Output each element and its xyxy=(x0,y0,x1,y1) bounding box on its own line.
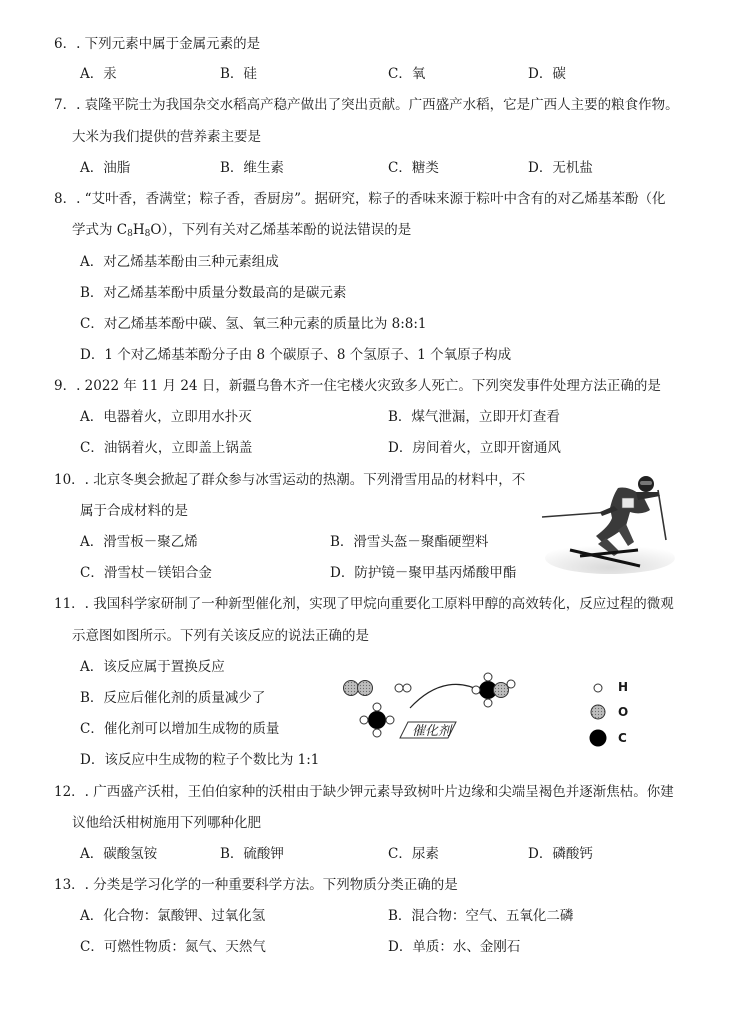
q11-option-b: B．反应后催化剂的质量减少了 xyxy=(80,690,266,706)
q6-option-a: A．汞 xyxy=(80,66,117,82)
q9-stem: 9．. 2022 年 11 月 24 日，新疆乌鲁木齐一住宅楼火灾致多人死亡。下列突发事件处理方法正确的是 xyxy=(54,378,661,394)
methane-molecule xyxy=(360,703,394,737)
carbon-atom-icon xyxy=(590,730,607,747)
q8-stem-line2: 学式为 $C_8H_8O$），下列有关对乙烯基苯酚的说法错误的是 xyxy=(72,222,412,239)
methanol-molecule xyxy=(472,673,515,707)
q13-option-c: C．可燃性物质：氮气、天然气 xyxy=(80,939,266,955)
oxygen-molecule xyxy=(344,681,373,696)
q13-option-b: B．混合物：空气、五氧化二磷 xyxy=(388,908,574,924)
q12-option-c: C．尿素 xyxy=(388,846,439,862)
q13-option-a: A．化合物：氯酸钾、过氧化氢 xyxy=(80,908,266,924)
q11-stem-line1: 11．. 我国科学家研制了一种新型催化剂，实现了甲烷向重要化工原料甲醇的高效转化，反应过程的微观 xyxy=(54,596,674,612)
q7-option-d: D．无机盐 xyxy=(528,160,593,176)
hydrogen-molecule xyxy=(395,684,411,692)
q7-option-c: C．糖类 xyxy=(388,160,439,176)
q6-option-d: D．碳 xyxy=(528,66,566,82)
q9-option-d: D．房间着火，立即开窗通风 xyxy=(388,440,561,456)
q8-stem-line1: 8．. “艾叶香，香满堂；粽子香，香厨房”。据研究，粽子的香味来源于粽叶中含有的对乙烯基苯酚（化 xyxy=(54,191,666,207)
q10-option-d: D．防护镜－聚甲基丙烯酸甲酯 xyxy=(330,565,517,581)
q7-stem-line1: 7．. 袁隆平院士为我国杂交水稻高产稳产做出了突出贡献。广西盛产水稻，它是广西人主要的粮食作物。 xyxy=(54,97,679,113)
legend-c: C xyxy=(618,731,627,745)
hydrogen-atom-icon xyxy=(594,684,602,692)
q6-option-c: C．氧 xyxy=(388,66,426,82)
q9-option-c: C．油锅着火，立即盖上锅盖 xyxy=(80,440,253,456)
q12-option-b: B．硫酸钾 xyxy=(220,846,284,862)
q8-option-a: A．对乙烯基苯酚由三种元素组成 xyxy=(80,254,279,270)
skier-image xyxy=(540,470,675,575)
q10-option-c: C．滑雪杖－镁铝合金 xyxy=(80,565,212,581)
oxygen-atom-icon xyxy=(591,705,605,719)
q8-option-d: D．1 个对乙烯基苯酚分子由 8 个碳原子、8 个氢原子、1 个氧原子构成 xyxy=(80,347,512,363)
q10-stem-line1: 10．. 北京冬奥会掀起了群众参与冰雪运动的热潮。下列滑雪用品的材料中，不 xyxy=(54,472,526,488)
q13-stem: 13．. 分类是学习化学的一种重要科学方法。下列物质分类正确的是 xyxy=(54,877,458,893)
q9-option-b: B．煤气泄漏，立即开灯查看 xyxy=(388,409,560,425)
q12-option-d: D．磷酸钙 xyxy=(528,846,593,862)
q7-option-b: B．维生素 xyxy=(220,160,284,176)
legend-h: H xyxy=(618,680,629,694)
q12-stem-line1: 12．. 广西盛产沃柑，王伯伯家种的沃柑由于缺少钾元素导致树叶片边缘和尖端呈褐色并逐渐焦枯。你建 xyxy=(54,784,674,800)
q11-option-c: C．催化剂可以增加生成物的质量 xyxy=(80,721,280,737)
q12-option-a: A．碳酸氢铵 xyxy=(80,846,158,862)
q11-stem-line2: 示意图如图所示。下列有关该反应的说法正确的是 xyxy=(72,628,369,644)
q12-stem-line2: 议他给沃柑树施用下列哪种化肥 xyxy=(72,815,261,831)
legend-o: O xyxy=(618,705,629,719)
q9-option-a: A．电器着火，立即用水扑灭 xyxy=(80,409,252,425)
q6-stem: 6．. 下列元素中属于金属元素的是 xyxy=(54,36,261,52)
q10-option-a: A．滑雪板－聚乙烯 xyxy=(80,534,198,550)
catalyst-label: 催化剂 xyxy=(412,724,452,739)
q13-option-d: D．单质：水、金刚石 xyxy=(388,939,521,955)
q11-option-d: D．该反应中生成物的粒子个数比为 1:1 xyxy=(80,752,320,768)
q10-option-b: B．滑雪头盔－聚酯硬塑料 xyxy=(330,534,489,550)
q10-stem-line2: 属于合成材料的是 xyxy=(80,503,188,519)
legend-markers xyxy=(588,680,612,750)
q7-option-a: A．油脂 xyxy=(80,160,131,176)
q7-stem-line2: 大米为我们提供的营养素主要是 xyxy=(72,129,261,145)
q8-option-b: B．对乙烯基苯酚中质量分数最高的是碳元素 xyxy=(80,285,347,301)
q6-option-b: B．硅 xyxy=(220,66,257,82)
q8-option-c: C．对乙烯基苯酚中碳、氢、氧三种元素的质量比为 8:8:1 xyxy=(80,316,427,332)
q11-option-a: A．该反应属于置换反应 xyxy=(80,659,225,675)
